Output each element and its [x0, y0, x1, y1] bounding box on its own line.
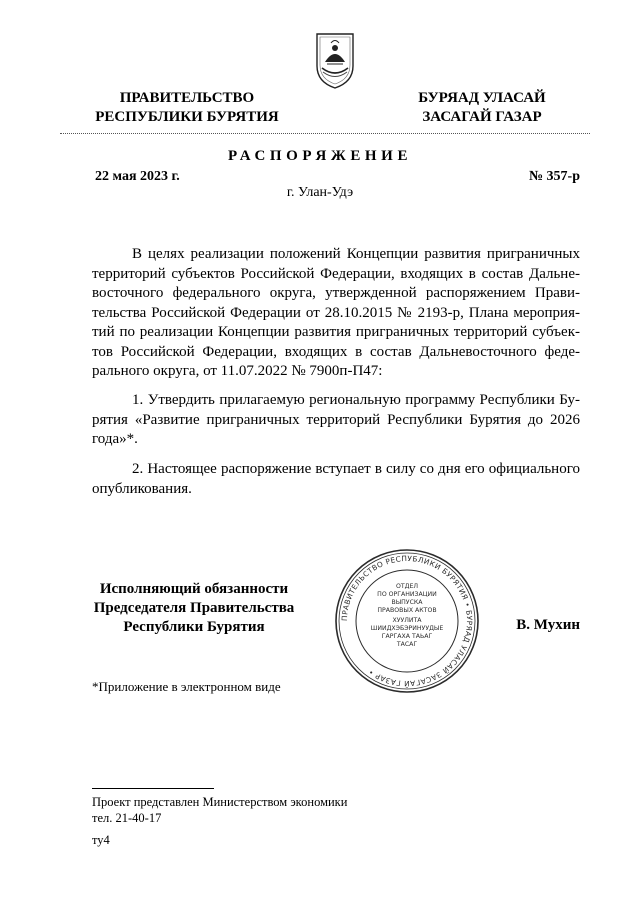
header-left-line2: РЕСПУБЛИКИ БУРЯТИЯ: [95, 109, 279, 125]
header-right-line1: БУРЯАД УЛАСАЙ: [418, 90, 546, 106]
contact-phone: тел. 21-40-17: [92, 811, 162, 825]
signatory-name: В. Мухин: [516, 617, 580, 633]
document-date: 22 мая 2023 г.: [95, 169, 180, 184]
svg-text:ХУУЛИТА: ХУУЛИТА: [392, 617, 422, 624]
header-right-line2: ЗАСАГАЙ ГАЗАР: [422, 109, 542, 125]
header-divider: [60, 133, 590, 134]
signatory-title-line1: Исполняющий обязанности: [99, 581, 289, 597]
body-paragraph-item-1: 1. Утвердить прилагаемую региональную программу Республики Бурятия «Развитие приграничных территорий Республики Бурятия до 2026 года»*.: [92, 392, 580, 447]
svg-text:ОТДЕЛ: ОТДЕЛ: [395, 583, 419, 590]
document-city: г. Улан-Удэ: [286, 185, 354, 200]
svg-text:ТАСАГ: ТАСАГ: [396, 641, 418, 648]
signatory-title: [92, 580, 296, 637]
header-left-line1: ПРАВИТЕЛЬСТВО: [119, 90, 255, 106]
appendix-note: *Приложение в электронном виде: [92, 679, 281, 694]
project-info: [92, 794, 347, 826]
svg-text:ШИИДХЭБЭРИНУУДЫЕ: ШИИДХЭБЭРИНУУДЫЕ: [370, 625, 444, 632]
svg-text:ГАРГАХА ТАЬАГ: ГАРГАХА ТАЬАГ: [381, 633, 433, 640]
project-note: Проект представлен Министерством экономики: [92, 795, 348, 809]
svg-text:ПРАВИТЕЛЬСТВО РЕСПУБЛИКИ БУРЯТ: ПРАВИТЕЛЬСТВО РЕСПУБЛИКИ БУРЯТИЯ • БУРЯАД УЛАСАЙ ЗАСАГАЙ ГАЗАР •: [339, 553, 475, 689]
government-name-russian: [92, 89, 282, 127]
svg-text:ПРАВОВЫХ АКТОВ: ПРАВОВЫХ АКТОВ: [377, 607, 437, 614]
document-type-title: РАСПОРЯЖЕНИЕ: [227, 148, 413, 164]
signatory-title-line2: Председателя Правительства: [93, 600, 295, 616]
document-number: № 357-р: [528, 169, 580, 184]
signatory-title-line3: Республики Бурятия: [123, 619, 265, 635]
coat-of-arms-emblem: [313, 28, 357, 90]
svg-text:ВЫПУСКА: ВЫПУСКА: [391, 599, 423, 606]
government-name-buryat: [412, 89, 552, 127]
document-code: ту4: [92, 833, 110, 847]
footer-divider: [92, 788, 214, 789]
official-seal-stamp-icon: [334, 548, 480, 694]
body-paragraph-item-2: 2. Настоящее распоряжение вступает в силу со дня его официального опубликования.: [92, 461, 580, 497]
body-paragraph-preamble: В целях реализации положений Концепции развития приграничных территорий субъектов Российской Федерации, входящих в состав Дальневосточного федерального округа, утвержденной распоряжением Правительства Российской Федерации от 28.10.2015 № 2193-р, Плана мероприятий по реализации Концепции развития приграничных территорий субъектов Российской Федерации, входящих в состав Дальневосточного федерального округа, от 11.07.2022 № 7900п-П47:: [92, 246, 580, 379]
svg-text:ПО ОРГАНИЗАЦИИ: ПО ОРГАНИЗАЦИИ: [377, 591, 437, 598]
